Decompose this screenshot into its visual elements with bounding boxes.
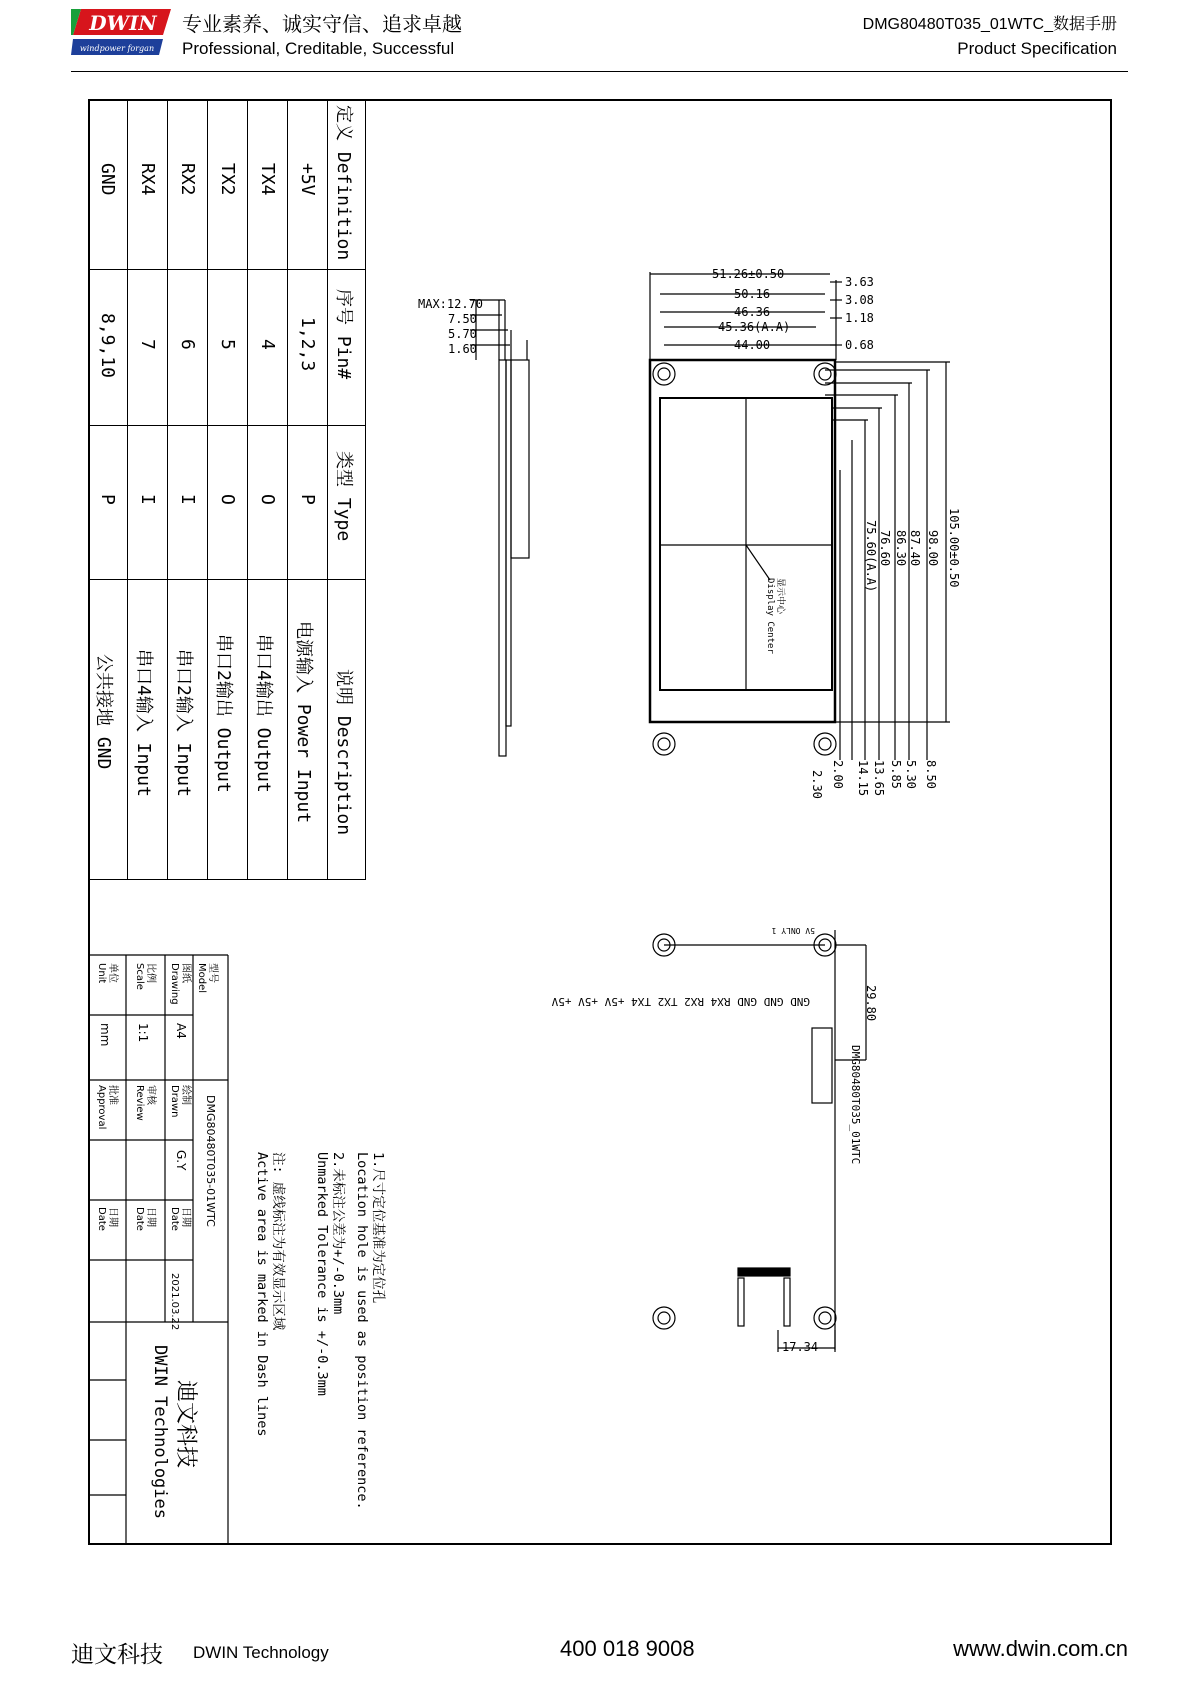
dim-vertical: 105.00±0.50	[947, 508, 961, 588]
dim-small: 0.68	[845, 338, 874, 352]
cell-pin: 6	[177, 339, 198, 350]
tb-label: 绘制 Drawn	[169, 1085, 191, 1118]
logo-tagline: windpower forgan	[79, 44, 155, 53]
dim-small: 3.63	[845, 275, 874, 289]
doc-id: DMG80480T035_01WTC_数据手册	[862, 16, 1117, 33]
tb-unit-value: mm	[98, 1023, 112, 1047]
dim-top: 51.26±0.50	[712, 267, 785, 281]
slogan-cn: 专业素养、诚实守信、追求卓越	[182, 12, 462, 36]
dim-bottom: 2.30	[810, 770, 824, 799]
tb-label: 日期 Date	[96, 1207, 118, 1231]
dwin-logo	[71, 5, 174, 59]
cell-definition: TX4	[257, 163, 278, 196]
header-divider	[71, 71, 1128, 72]
dim-top: 44.00	[734, 338, 771, 352]
display-center-label: 显示中心 Display Center	[765, 578, 785, 654]
header-description: 说明 Description	[333, 669, 354, 836]
header-pin: 序号 Pin#	[333, 289, 354, 380]
cell-pin: 7	[137, 339, 158, 350]
tb-label: 审核 Review	[134, 1085, 156, 1121]
cell-description: 电源输入 Power Input	[293, 621, 314, 824]
dim-vertical: 98.00	[926, 530, 940, 567]
tb-company-cn: 迪文科技	[173, 1380, 198, 1469]
note-line: 1.尺寸定位基准为定位孔	[370, 1152, 386, 1304]
cell-pin: 4	[257, 339, 278, 350]
tb-label: 型号 Model	[196, 963, 218, 994]
pin-table	[88, 99, 366, 879]
dim-top: 46.36	[734, 305, 771, 319]
dim-vertical: 75.60(A.A)	[864, 520, 878, 593]
tb-label: 单位 Unit	[96, 963, 118, 984]
cell-type: I	[177, 494, 198, 505]
dim-vertical: 87.40	[908, 530, 922, 567]
tb-label: 批准 Approval	[96, 1085, 118, 1130]
tb-drawing-value: A4	[174, 1023, 188, 1039]
note-line: Active area is marked in Dash lines	[254, 1152, 270, 1437]
cell-description: 串口2输入 Input	[173, 649, 194, 797]
dim-side: 5.70	[448, 327, 477, 341]
header-type: 类型 Type	[333, 451, 354, 542]
cell-pin: 1,2,3	[297, 317, 318, 372]
dim-vertical: 86.30	[894, 530, 908, 567]
dim-bottom: 5.85	[889, 760, 903, 789]
dim-bottom: 13.65	[872, 760, 886, 797]
tb-model-value: DMG80480T035-01WTC	[204, 1095, 217, 1227]
cell-definition: +5V	[297, 163, 318, 196]
note-line: 2.未标注公差为+/-0.3mm	[330, 1152, 346, 1315]
dim-top: 45.36(A.A)	[718, 320, 791, 334]
cell-type: O	[217, 494, 238, 505]
tb-label: 比例 Scale	[134, 963, 156, 990]
cell-description: 串口4输出 Output	[253, 634, 274, 793]
title-block	[88, 955, 228, 1545]
tb-label: 图纸 Drawing	[169, 963, 191, 1005]
tb-label: 日期 Date	[134, 1207, 156, 1231]
dim-small: 1.18	[845, 311, 874, 325]
dim-bottom: 5.30	[904, 760, 918, 789]
logo-text: DWIN	[89, 11, 157, 35]
dim-small: 3.08	[845, 293, 874, 307]
back-board-label: DMG80480T035_01WTC	[849, 1045, 862, 1165]
cell-definition: RX2	[177, 163, 198, 196]
dim-side: 7.50	[448, 312, 477, 326]
footer-company-cn: 迪文科技	[71, 1642, 163, 1668]
cell-pin: 8,9,10	[97, 313, 118, 379]
tb-drawn-value: G.Y	[174, 1150, 188, 1171]
cell-definition: RX4	[137, 163, 158, 196]
dim-vertical: 76.60	[878, 530, 892, 567]
dim-side: 1.60	[448, 342, 477, 356]
connector-pin-list: GND GND GND RX4 RX2 TX2 TX4 +5V +5V +5V	[551, 995, 810, 1008]
cell-description: 串口4输入 Input	[133, 649, 154, 797]
tb-label: 日期 Date	[169, 1207, 191, 1231]
footer-phone: 400 018 9008	[560, 1636, 695, 1661]
tb-company-en: DWIN Technologies	[150, 1345, 170, 1519]
dim-max: MAX:12.70	[418, 297, 484, 311]
cell-pin: 5	[217, 339, 238, 350]
footer-website[interactable]: www.dwin.com.cn	[953, 1636, 1128, 1661]
cell-type: I	[137, 494, 158, 505]
note-line: Unmarked Tolerance is +/-0.3mm	[314, 1152, 330, 1396]
dim-bottom: 2.00	[831, 760, 845, 789]
doc-type: Product Specification	[957, 39, 1117, 58]
tb-date-value: 2021.03.22	[169, 1273, 180, 1331]
note-line: 注: 虚线标注为有效显示区域	[270, 1152, 286, 1331]
dim-bottom: 8.50	[924, 760, 938, 789]
tb-scale-value: 1:1	[136, 1023, 150, 1043]
cell-type: P	[297, 494, 318, 505]
dim-back: 17.34	[782, 1340, 819, 1354]
cell-definition: TX2	[217, 163, 238, 196]
dim-back: 29.80	[864, 985, 878, 1022]
note-line: Location hole is used as position reference.	[354, 1152, 370, 1510]
dim-bottom: 14.15	[856, 760, 870, 797]
cell-description: 串口2输出 Output	[213, 634, 234, 793]
cell-type: P	[97, 494, 118, 505]
cell-type: O	[257, 494, 278, 505]
header-definition: 定义 Definition	[333, 105, 354, 261]
slogan-en: Professional, Creditable, Successful	[182, 39, 455, 58]
cell-description: 公共接地 GND	[93, 654, 114, 770]
dim-top: 50.16	[734, 287, 771, 301]
footer-company-en: DWIN Technology	[193, 1643, 329, 1662]
cell-definition: GND	[97, 163, 118, 196]
connector-mark: 5V ONLY 1	[771, 926, 815, 935]
